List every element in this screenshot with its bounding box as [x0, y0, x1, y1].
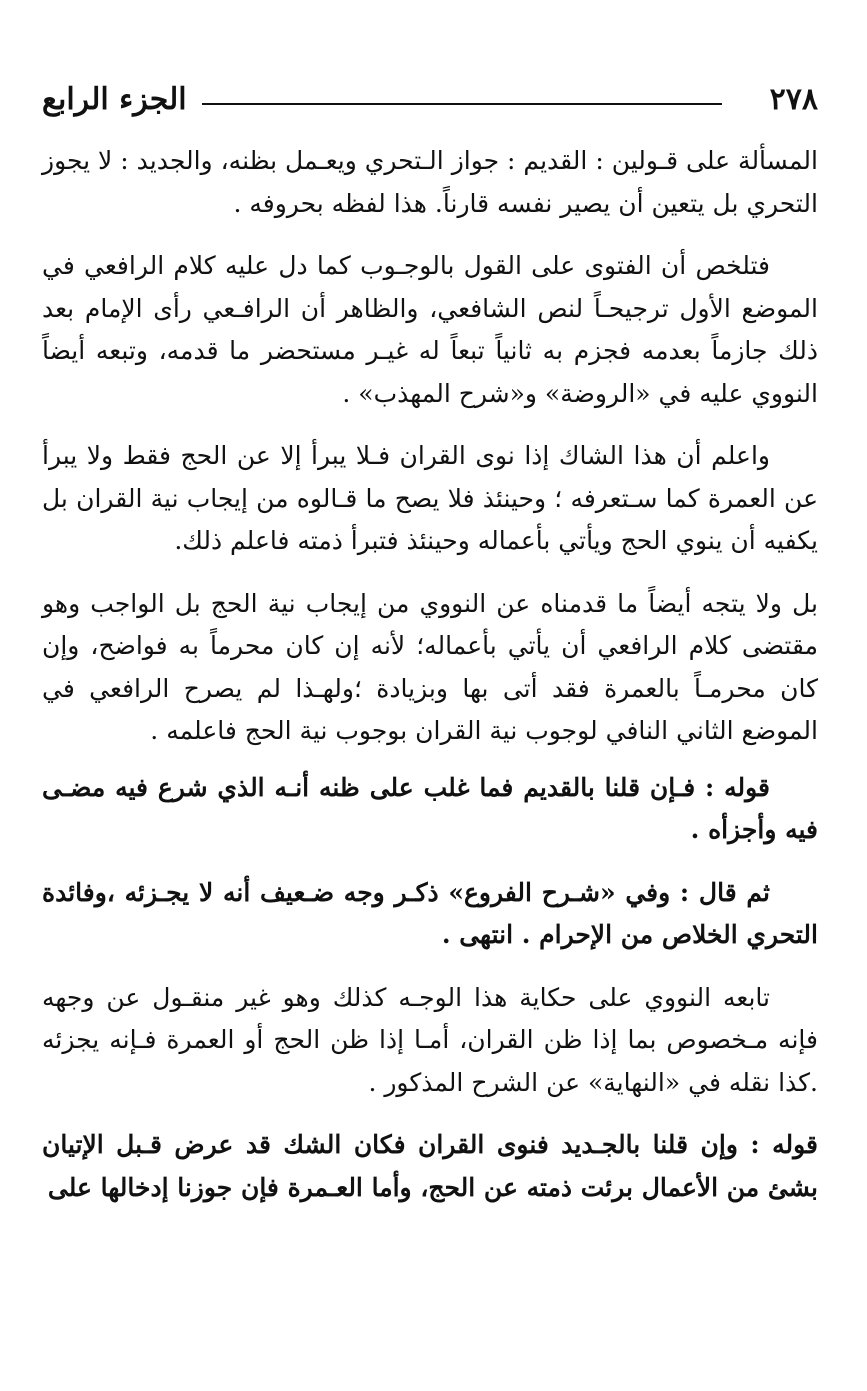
- header-rule: [202, 103, 722, 105]
- paragraph-summary: فتلخص أن الفتوى على القول بالوجـوب كما دل عليه كلام الرافعي في الموضع الأول ترجيحـاً لنص الشافعي، والظاهر أن الرافـعي رأى الإمام بعد ذلك جازماً بعدمه فجزم به ثانياً تبعاً له غيـر مستحضر ما قدمه، وتبعه أيضاً النووي عليه في «الروضة» و«شرح المهذب» .: [42, 251, 818, 408]
- main-text: [42, 140, 818, 1209]
- paragraph-doubter: واعلم أن هذا الشاك إذا نوى القران فـلا يبرأ إلا عن الحج فقط ولا يبرأ عن العمرة كما سـتعرفه ؛ وحينئذ فلا يصح ما قـالوه من إيجاب نية القران بل يكفيه أن ينوي الحج ويأتي بأعماله وحينئذ فتبرأ ذمته فاعلم ذلك.: [42, 441, 818, 555]
- paragraph-obligation: بل ولا يتجه أيضاً ما قدمناه عن النووي من إيجاب نية الحج بل الواجب وهو مقتضى كلام الرافعي أن يأتي بأعماله؛ لأنه إن كان محرماً به فواضح، وإن كان محرمـاً بالعمرة فقد أتى بها وبزيادة ؛ولهـذا لم يصرح الرافعي في الموضع الثاني النافي لوجوب نية القران بوجوب نية الحج فاعلمه .: [42, 588, 818, 745]
- running-title: الجزء الرابع: [42, 82, 187, 117]
- page-number: ٢٧٨: [769, 82, 818, 117]
- quote-paragraph: قوله : وإن قلنا بالجـديد فنوى القران فكان الشك قد عرض قـبل الإتيان بشئ من الأعمال برئت ذمته عن الحج، وأما العـمرة فإن جوزنا إدخالها على: [42, 1130, 818, 1202]
- paragraph-continuation: المسألة على قـولين : القديم : جواز الـتحري ويعـمل بظنه، والجديد : لا يجوز التحري بل يتعين أن يصير نفسه قارناً. هذا لفظه بحروفه .: [42, 146, 818, 218]
- book-page: [42, 0, 818, 1391]
- quote-paragraph: ثم قال : وفي «شـرح الفروع» ذكـر وجه ضـعيف أنه لا يجـزئه ،وفائدة التحري الخلاص من الإحرام . انتهى .: [42, 877, 818, 949]
- paragraph-commentary: تابعه النووي على حكاية هذا الوجـه كذلك وهو غير منقـول عن وجهه فإنه مـخصوص بما إذا ظن القران، أمـا إذا ظن الحج أو العمرة فـإنه يجزئه .كذا نقله في «النهاية» عن الشرح المذكور .: [42, 982, 818, 1097]
- quote-paragraph: قوله : فـإن قلنا بالقديم فما غلب على ظنه أنـه الذي شرع فيه مضـى فيه وأجزأه .: [42, 772, 818, 844]
- page-header: [42, 76, 818, 120]
